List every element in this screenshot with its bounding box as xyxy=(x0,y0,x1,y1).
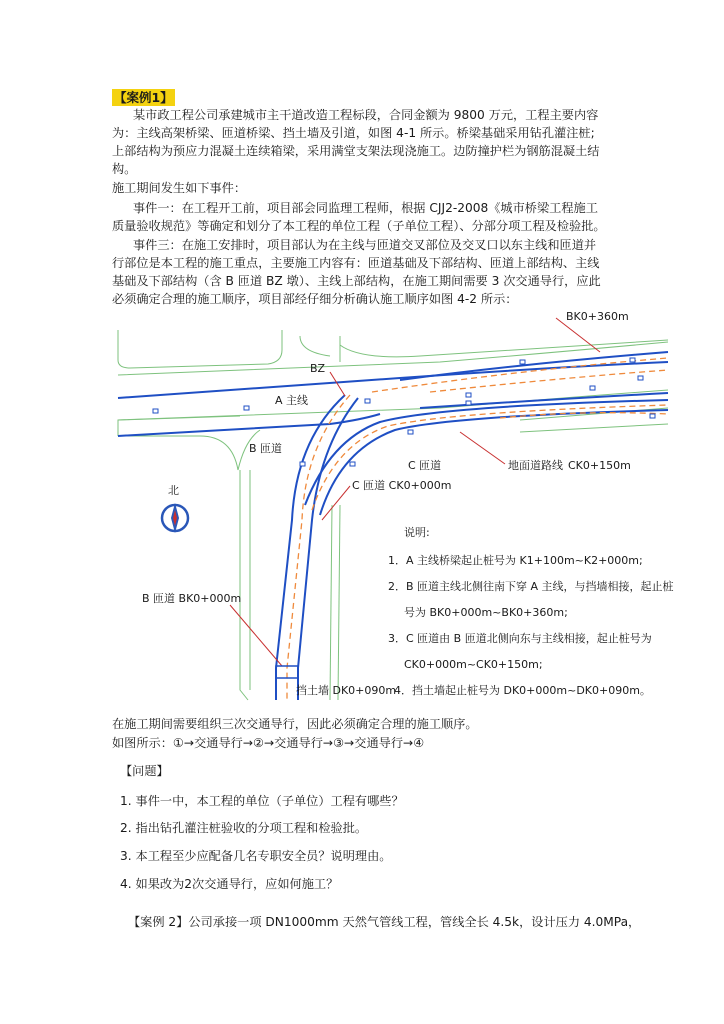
label-c-start: C 匝道 CK0+000m xyxy=(352,479,452,492)
note-2-cont: 号为 BK0+000m~BK0+360m; xyxy=(404,606,568,619)
after-figure-line-2: 如图所示：①→交通导行→②→交通导行→③→交通导行→④ xyxy=(112,736,425,750)
north-compass-icon xyxy=(162,503,188,533)
events-heading: 施工期间发生如下事件： xyxy=(112,181,247,195)
after-figure-line-1: 在施工期间需要组织三次交通导行，因此必须确定合理的施工顺序。 xyxy=(112,717,478,731)
note-2: 2．B 匝道主线北侧往南下穿 A 主线，与挡墙相接，起止桩 xyxy=(388,580,674,593)
question-1: 1. 事件一中，本工程的单位（子单位）工程有哪些？ xyxy=(120,794,404,808)
event1-line-1: 事件一：在工程开工前，项目部会同监理工程师，根据 CJJ2-2008《城市桥梁工程施工 xyxy=(133,201,598,215)
event3-line-1: 事件三：在施工安排时，项目部认为在主线与匝道交叉部位及交叉口以东主线和匝道并 xyxy=(133,238,597,252)
event1-line-2: 质量验收规范》等确定和划分了本工程的单位工程（子单位工程）、分部分项工程及检验批。 xyxy=(112,219,606,233)
note-3-cont: CK0+000m~CK0+150m; xyxy=(404,658,543,671)
note-3: 3．C 匝道由 B 匝道北侧向东与主线相接，起止桩号为 xyxy=(388,632,652,645)
question-4: 4. 如果改为2次交通导行，应如何施工？ xyxy=(120,877,339,891)
intro-line-1: 某市政工程公司承建城市主干道改造工程标段，合同金额为 9800 万元，工程主要内容 xyxy=(133,108,599,122)
label-ground-road: 地面道路线 xyxy=(508,459,563,472)
case1-label: 【案例1】 xyxy=(114,90,173,105)
label-bk360: BK0+360m xyxy=(566,310,629,323)
label-bz: BZ xyxy=(310,362,326,375)
label-main-line: A 主线 xyxy=(275,394,309,407)
intro-line-2: 为：主线高架桥梁、匝道桥梁、挡土墙及引道，如图 4-1 所示。桥梁基础采用钻孔灌注桩; xyxy=(112,126,595,140)
notes-title: 说明: xyxy=(404,526,430,539)
event3-line-3: 基础及下部结构（含 B 匝道 BZ 墩）、主线上部结构，在施工期间需要 3 次交通导行，应此 xyxy=(112,274,601,288)
label-c-ramp: C 匝道 xyxy=(408,459,442,472)
note-4: 4．挡土墙起止桩号为 DK0+000m~DK0+090m。 xyxy=(394,684,651,697)
label-ck150: CK0+150m xyxy=(568,459,631,472)
note-1: 1．A 主线桥梁起止桩号为 K1+100m~K2+000m; xyxy=(388,554,643,567)
event3-line-2: 行部位是本工程的施工重点，主要施工内容有：匝道基础及下部结构、匝道上部结构、主线 xyxy=(112,256,600,270)
intro-line-4: 构。 xyxy=(112,162,137,176)
label-b-start: B 匝道 BK0+000m xyxy=(142,592,242,605)
case2-line: 【案例 2】公司承接一项 DN1000mm 天然气管线工程，管线全长 4.5k，设计压力 4.0MPa， xyxy=(128,915,641,929)
label-north: 北 xyxy=(168,484,179,497)
event3-line-4: 必须确定合理的施工顺序，项目部经仔细分析确认施工顺序如图 4-2 所示： xyxy=(112,292,518,306)
intro-line-3: 上部结构为预应力混凝土连续箱梁，采用满堂支架法现浇施工。边防撞护栏为钢筋混凝土结 xyxy=(112,144,600,158)
label-b-ramp: B 匝道 xyxy=(249,442,283,455)
label-retaining-wall: 挡土墙 DK0+090m xyxy=(296,684,397,697)
question-2: 2. 指出钻孔灌注桩验收的分项工程和检验批。 xyxy=(120,821,368,835)
questions-heading: 【问题】 xyxy=(120,764,169,778)
question-3: 3. 本工程至少应配备几名专职安全员？说明理由。 xyxy=(120,849,392,863)
